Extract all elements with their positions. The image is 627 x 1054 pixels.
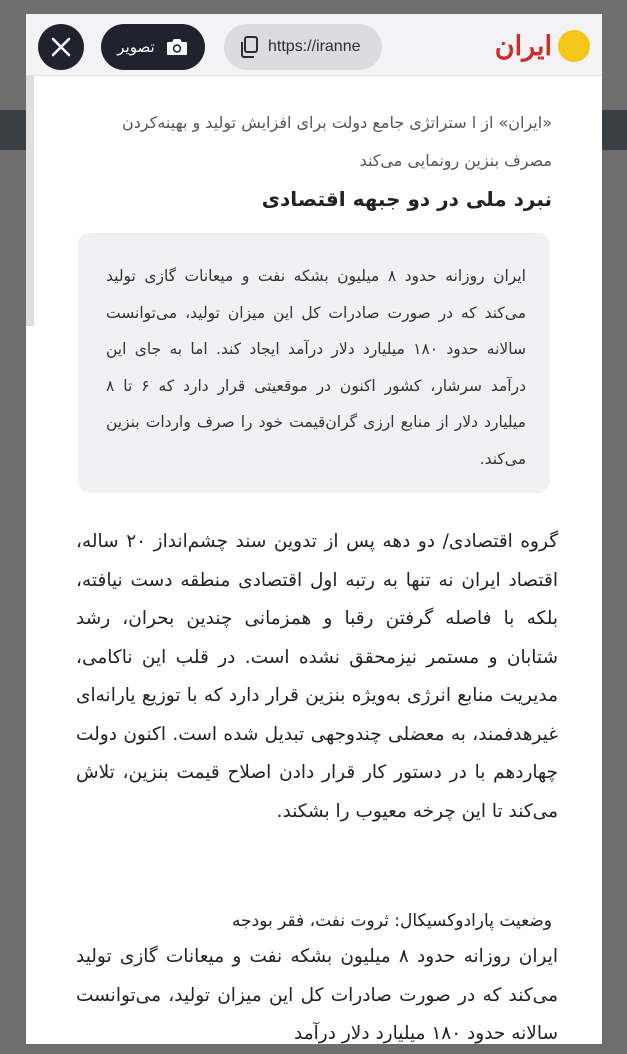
preview-sheet — [26, 14, 602, 1044]
article-summary-text: ایران روزانه حدود ۸ میلیون بشکه نفت و میعانات گازی تولید می‌کند که در صورت صادرات کل این میزان تولید، می‌توانست سالانه حدود ۱۸۰ میلیارد دلار درآمد ایجاد کند. اما به جای این درآمد سرشار، کشور اکنون در موقعیتی قرار دارد که ۶ تا ۸ میلیارد دلار از منابع ارزی گران‌قیمت خود را صرف واردات بنزین می‌کند. — [106, 267, 527, 468]
article-body-paragraph-2: ایران روزانه حدود ۸ میلیون بشکه نفت و میعانات گازی تولید می‌کند که در صورت صادرات کل این میزان تولید، می‌توانست سالانه حدود ۱۸۰ میلیارد دلار درآمد — [76, 946, 558, 1044]
screenshot-label: تصویر — [117, 38, 155, 56]
close-icon — [50, 36, 72, 58]
url-bar[interactable] — [224, 24, 382, 70]
preview-toolbar — [26, 14, 602, 76]
camera-icon — [165, 37, 189, 57]
scroll-indicator — [26, 76, 34, 326]
site-logo[interactable] — [495, 26, 590, 66]
copy-icon — [238, 35, 260, 59]
article-lead: «ایران» از ا ستراتژی جامع دولت برای افزایش تولید و بهینه‌کردن مصرف بنزین رونمایی می‌کند — [122, 113, 552, 170]
close-button[interactable] — [38, 24, 84, 70]
article-body-paragraph: گروه اقتصادی/ دو دهه پس از تدوین سند چشم‌انداز ۲۰ ساله، اقتصاد ایران نه تنها به رتبه اول اقتصادی منطقه دست نیافته، بلکه با فاصله گرفتن رقبا و همزمانی چندین بحران، رشد شتابان و مستمر نیزمحقق نشده است. در قلب این ناکامی، مدیریت منابع انرژی به‌ویژه بنزین قرار دارد که با توزیع یارانه‌ای غیرهدفمند، به معضلی چندوجهی تبدیل شده است. اکنون دولت چهاردهم با در دستور کار قرار دادن اصلاح قیمت بنزین، تلاش می‌کند تا این چرخه معیوب را بشکند. — [76, 531, 558, 822]
article-headline: نبرد ملی در دو جبهه اقتصادی — [261, 187, 552, 211]
url-text: https://iranne — [268, 38, 361, 55]
site-logo-text: ایران — [494, 30, 552, 62]
logo-sun-icon — [558, 30, 590, 62]
screenshot-button[interactable] — [101, 24, 205, 70]
article-subheading: وضعیت پارادوکسیکال: ثروت نفت، فقر بودجه — [232, 911, 552, 931]
article-summary-box — [78, 233, 550, 493]
